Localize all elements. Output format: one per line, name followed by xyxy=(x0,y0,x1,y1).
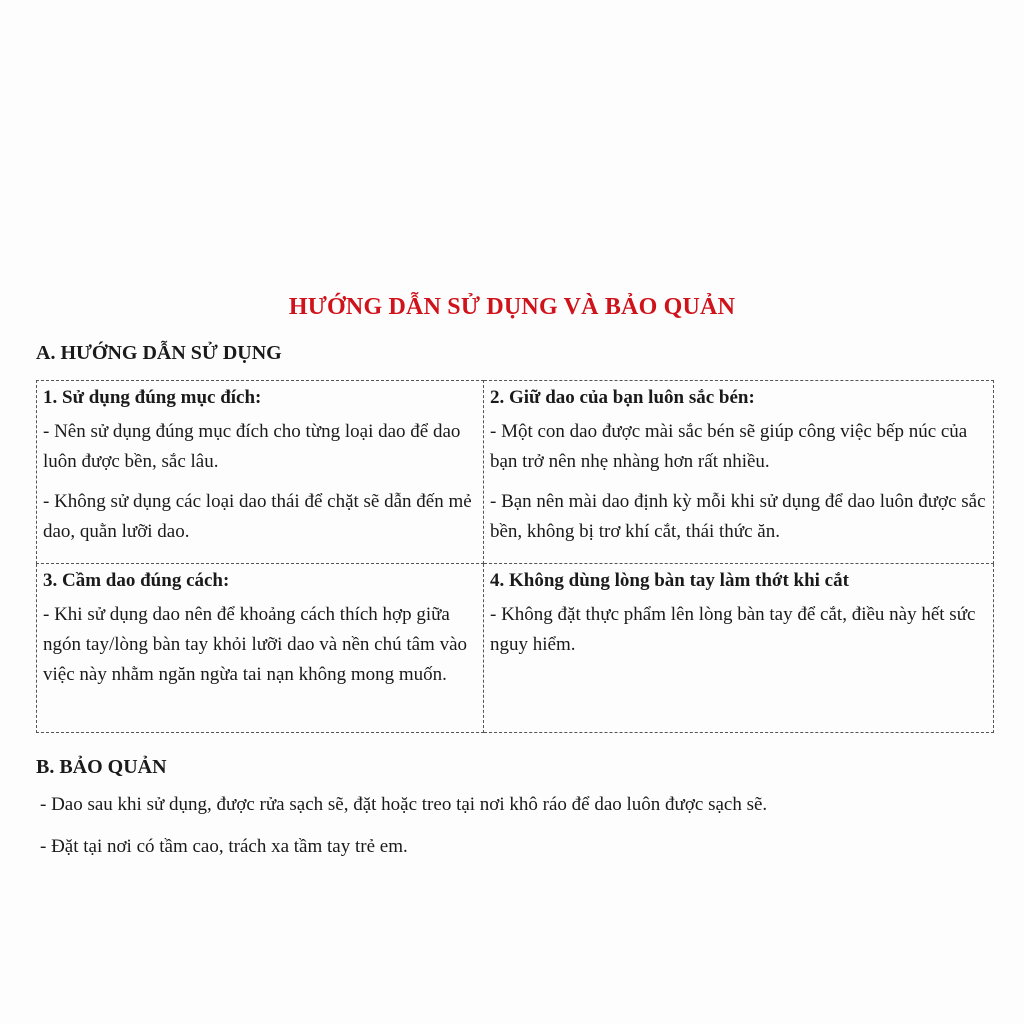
cell-paragraph: - Một con dao được mài sắc bén sẽ giúp công việc bếp núc của bạn trở nên nhẹ nhàng hơn rất nhiều. xyxy=(490,421,968,472)
section-a-heading: A. HƯỚNG DẪN SỬ DỤNG xyxy=(36,342,282,364)
cell-paragraph: - Không đặt thực phẩm lên lòng bàn tay để cắt, điều này hết sức nguy hiểm. xyxy=(490,604,976,655)
cell-heading: 2. Giữ dao của bạn luôn sắc bén: xyxy=(490,387,755,408)
table-row xyxy=(37,564,994,733)
usage-guide-table xyxy=(36,380,994,733)
guide-cell-2 xyxy=(484,381,994,564)
storage-item: - Đặt tại nơi có tầm cao, trách xa tầm tay trẻ em. xyxy=(40,836,408,857)
storage-item: - Dao sau khi sử dụng, được rửa sạch sẽ, đặt hoặc treo tại nơi khô ráo để dao luôn được sạch sẽ. xyxy=(40,794,768,815)
guide-cell-3 xyxy=(37,564,484,733)
guide-cell-4 xyxy=(484,564,994,733)
table-row xyxy=(37,381,994,564)
cell-heading: 1. Sử dụng đúng mục đích: xyxy=(43,387,262,408)
guide-cell-1 xyxy=(37,381,484,564)
cell-heading: 3. Cầm dao đúng cách: xyxy=(43,570,230,591)
cell-paragraph: - Bạn nên mài dao định kỳ mỗi khi sử dụng để dao luôn được sắc bền, không bị trơ khí cắt, thái thức ăn. xyxy=(490,491,986,542)
cell-paragraph: - Khi sử dụng dao nên để khoảng cách thích hợp giữa ngón tay/lòng bàn tay khỏi lưỡi dao và nền chú tâm vào việc này nhằm ngăn ngừa tai nạn không mong muốn. xyxy=(43,604,468,685)
cell-paragraph: - Nên sử dụng đúng mục đích cho từng loại dao để dao luôn được bền, sắc lâu. xyxy=(43,421,461,472)
document-title: HƯỚNG DẪN SỬ DỤNG VÀ BẢO QUẢN xyxy=(288,294,736,320)
cell-paragraph: - Không sử dụng các loại dao thái để chặt sẽ dẫn đến mẻ dao, quằn lưỡi dao. xyxy=(43,491,472,542)
section-b-heading: B. BẢO QUẢN xyxy=(36,756,167,778)
cell-heading: 4. Không dùng lòng bàn tay làm thớt khi cắt xyxy=(490,570,849,591)
